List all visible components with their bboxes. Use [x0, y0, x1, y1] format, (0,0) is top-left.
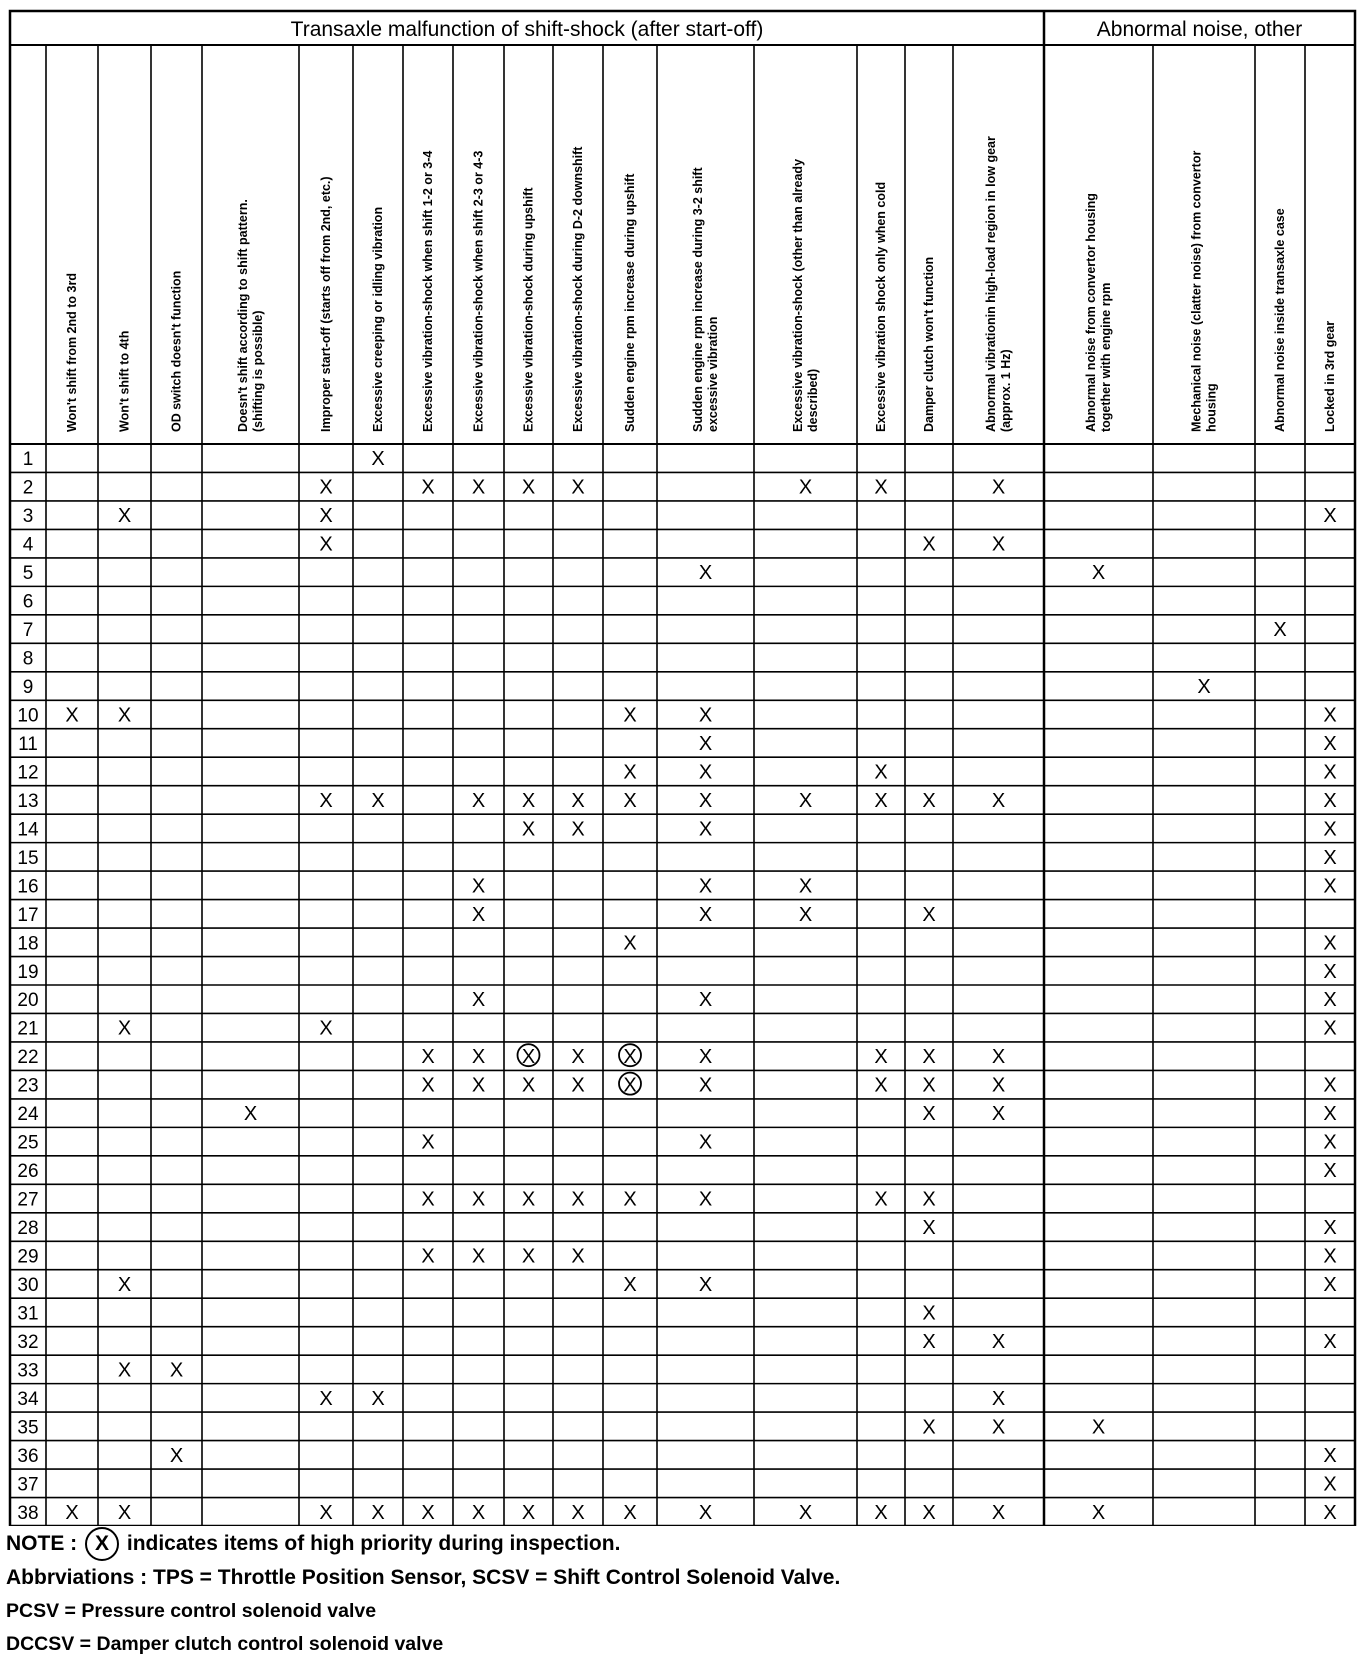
- row-number: 6: [22, 591, 34, 613]
- cell-mark: X: [698, 989, 713, 1012]
- row-number: 5: [22, 563, 34, 585]
- column-header-line: housing: [1204, 383, 1219, 432]
- cell-mark: X: [698, 704, 713, 727]
- cell-mark: X: [421, 1245, 435, 1268]
- cell-mark: X: [1091, 562, 1106, 585]
- row-number: 10: [17, 705, 39, 727]
- cell-mark: X: [421, 1501, 435, 1524]
- cell-mark: X: [874, 476, 888, 499]
- cell-mark: X: [319, 533, 333, 556]
- priority-symbol: X: [95, 1532, 110, 1556]
- cell-mark: X: [922, 903, 936, 926]
- cell-mark: X: [922, 533, 936, 556]
- column-header: [1323, 321, 1337, 432]
- cell-mark: X: [1323, 1103, 1337, 1126]
- column-header-line: Doesn't shift according to shift pattern.: [236, 199, 250, 432]
- column-header: [1084, 193, 1113, 432]
- row-number: 33: [17, 1360, 39, 1382]
- row-number: 16: [17, 876, 39, 898]
- cell-mark: X: [991, 1103, 1006, 1126]
- row-number: 38: [17, 1502, 39, 1524]
- row-number: 2: [22, 477, 34, 499]
- row-number: 29: [17, 1246, 39, 1268]
- cell-mark: X: [1323, 761, 1337, 784]
- column-header: [1273, 208, 1287, 432]
- column-header-line: Sudden engine rpm increase during upshift: [623, 173, 637, 432]
- cell-mark: X: [319, 476, 333, 499]
- column-header-line: Excessive vibration-shock when shift 2-3 or 4-3: [471, 150, 486, 432]
- column-header-line: Locked in 3rd gear: [1323, 320, 1337, 432]
- row-number: 15: [17, 847, 39, 869]
- cell-mark: X: [319, 789, 333, 812]
- cell-mark: X: [1323, 1074, 1337, 1097]
- cell-mark: X: [521, 1074, 536, 1097]
- cell-mark: X: [471, 1188, 486, 1211]
- column-header: [118, 331, 132, 432]
- cell-mark: X: [471, 476, 486, 499]
- column-header: [623, 173, 637, 432]
- cell-mark: X: [698, 1273, 713, 1296]
- cell-mark: X: [1323, 846, 1337, 869]
- cell-mark: X: [471, 1074, 486, 1097]
- cell-mark: X: [117, 505, 132, 528]
- cell-mark: X: [571, 476, 585, 499]
- cell-mark: X: [1323, 989, 1337, 1012]
- cell-mark: X: [371, 448, 385, 471]
- cell-mark: X: [922, 789, 936, 812]
- cell-mark: X: [922, 1074, 936, 1097]
- row-number: 4: [22, 534, 34, 556]
- column-header: [421, 151, 435, 432]
- cell-mark: X: [874, 1046, 888, 1069]
- cell-mark: X: [371, 1387, 385, 1410]
- column-header: [236, 199, 265, 432]
- cell-mark: X: [1323, 1217, 1337, 1240]
- cell-mark: X: [571, 1188, 585, 1211]
- cell-mark: X: [1323, 1273, 1337, 1296]
- cell-mark: X: [1323, 818, 1337, 841]
- cell-mark: X: [1323, 1160, 1337, 1183]
- row-number: 7: [22, 620, 34, 642]
- cell-mark: X: [1323, 875, 1337, 898]
- cell-mark: X: [991, 1330, 1006, 1353]
- cell-mark: X: [698, 1501, 713, 1524]
- cell-mark: X: [698, 761, 713, 784]
- column-header: [1190, 151, 1219, 432]
- column-header-line: Excessive vibration shock only when cold: [874, 181, 888, 432]
- cell-mark: X: [421, 1046, 435, 1069]
- cell-mark: X: [1323, 1444, 1337, 1467]
- cell-mark: X: [1091, 1416, 1106, 1439]
- cell-mark: X: [991, 1387, 1006, 1410]
- cell-mark: X: [698, 1131, 713, 1154]
- cell-mark: X: [991, 1046, 1006, 1069]
- cell-mark: X: [1323, 1473, 1337, 1496]
- cell-mark: X: [798, 476, 813, 499]
- row-number: 37: [17, 1474, 39, 1496]
- cell-mark: X: [117, 1359, 132, 1382]
- column-header-line: Sudden engine rpm increase during 3-2 shift: [691, 167, 705, 432]
- column-header: [922, 257, 936, 432]
- cell-mark: X: [521, 1046, 536, 1069]
- cell-mark: X: [571, 1046, 585, 1069]
- cell-mark: X: [991, 1074, 1006, 1097]
- cell-mark: X: [1323, 1131, 1337, 1154]
- cell-mark: X: [874, 761, 888, 784]
- cell-mark: X: [471, 989, 486, 1012]
- cell-mark: X: [471, 1046, 486, 1069]
- cell-mark: X: [571, 1074, 585, 1097]
- cell-mark: X: [421, 1074, 435, 1097]
- column-header: [170, 271, 184, 432]
- cell-mark: X: [874, 1501, 888, 1524]
- row-number: 36: [17, 1445, 39, 1467]
- column-header: [984, 136, 1013, 432]
- cell-mark: X: [471, 1501, 486, 1524]
- column-header-line: Excessive vibration-shock during upshift: [521, 187, 536, 432]
- cell-mark: X: [243, 1103, 258, 1126]
- column-header: [319, 176, 333, 432]
- cell-mark: X: [117, 1273, 132, 1296]
- cell-mark: X: [623, 1273, 637, 1296]
- cell-mark: X: [521, 818, 536, 841]
- column-header-line: Improper start-off (starts off from 2nd, etc.): [319, 176, 333, 432]
- cell-mark: X: [471, 903, 486, 926]
- cell-mark: X: [571, 818, 585, 841]
- cell-mark: X: [65, 1501, 79, 1524]
- column-header-line: Excessive vibration-shock during D-2 downshift: [571, 146, 585, 432]
- cell-mark: X: [798, 903, 813, 926]
- cell-mark: X: [371, 1501, 385, 1524]
- cell-mark: X: [1323, 932, 1337, 955]
- row-number: 17: [17, 904, 39, 926]
- row-number: 35: [17, 1417, 39, 1439]
- cell-mark: X: [991, 533, 1006, 556]
- column-header-line: Abnormal noise inside transaxle case: [1273, 208, 1287, 432]
- column-header: [571, 146, 585, 432]
- row-number: 34: [17, 1388, 39, 1410]
- cell-mark: X: [169, 1359, 184, 1382]
- cell-mark: X: [698, 1074, 713, 1097]
- row-number: 8: [22, 648, 34, 670]
- cell-mark: X: [623, 1188, 637, 1211]
- cell-mark: X: [421, 476, 435, 499]
- row-number: 27: [17, 1189, 39, 1211]
- column-header-line: Won't shift from 2nd to 3rd: [65, 273, 79, 432]
- cell-mark: X: [371, 789, 385, 812]
- cell-mark: X: [319, 505, 333, 528]
- abbreviations-line: Abbrviations : TPS = Throttle Position Sensor, SCSV = Shift Control Solenoid Valve.: [6, 1566, 841, 1590]
- row-number: 31: [17, 1303, 39, 1325]
- cell-mark: X: [623, 704, 637, 727]
- cell-mark: X: [521, 1245, 536, 1268]
- row-number: 28: [17, 1218, 39, 1240]
- cell-mark: X: [319, 1387, 333, 1410]
- cell-mark: X: [874, 1188, 888, 1211]
- cell-mark: X: [922, 1416, 936, 1439]
- group-header-shift-shock: Transaxle malfunction of shift-shock (after start-off): [290, 18, 764, 41]
- cell-mark: X: [623, 761, 637, 784]
- column-header-line: described): [806, 368, 820, 432]
- cell-mark: X: [1323, 1017, 1337, 1040]
- column-header-line: Excessive vibration-shock when shift 1-2 or 3-4: [421, 150, 435, 432]
- notes-section: [6, 1527, 1346, 1661]
- cell-mark: X: [471, 875, 486, 898]
- cell-mark: X: [922, 1103, 936, 1126]
- cell-mark: X: [874, 789, 888, 812]
- cell-mark: X: [698, 875, 713, 898]
- column-header-line: excessive vibration: [706, 316, 720, 432]
- column-header: [522, 187, 536, 432]
- column-header-line: Damper clutch won't function: [922, 256, 936, 432]
- cell-mark: X: [922, 1501, 936, 1524]
- cell-mark: X: [521, 1188, 536, 1211]
- row-number: 25: [17, 1132, 39, 1154]
- cell-mark: X: [991, 1416, 1006, 1439]
- cell-mark: X: [1197, 676, 1211, 699]
- cell-mark: X: [798, 1501, 813, 1524]
- cell-mark: X: [698, 1188, 713, 1211]
- row-number: 11: [18, 733, 38, 755]
- column-header: [691, 167, 720, 432]
- cell-mark: X: [1091, 1501, 1106, 1524]
- cell-mark: X: [1323, 704, 1337, 727]
- cell-mark: X: [1323, 732, 1337, 755]
- column-header-line: together with engine rpm: [1099, 282, 1113, 432]
- column-header-line: (approx. 1 Hz): [999, 349, 1013, 432]
- cell-mark: X: [991, 1501, 1006, 1524]
- cell-mark: X: [169, 1444, 184, 1467]
- group-header-noise-other: Abnormal noise, other: [1096, 18, 1303, 41]
- cell-mark: X: [521, 789, 536, 812]
- column-header-line: Excessive vibration-shock (other than already: [791, 158, 805, 432]
- cell-mark: X: [571, 1245, 585, 1268]
- cell-mark: X: [1323, 1245, 1337, 1268]
- cell-mark: X: [698, 732, 713, 755]
- cell-mark: X: [698, 1046, 713, 1069]
- cell-mark: X: [65, 704, 79, 727]
- cell-mark: X: [991, 789, 1006, 812]
- cell-mark: X: [421, 1188, 435, 1211]
- row-number: 3: [22, 506, 34, 528]
- row-number: 26: [17, 1161, 39, 1183]
- column-header: [65, 273, 79, 432]
- cell-mark: X: [571, 1501, 585, 1524]
- cell-mark: X: [117, 1501, 132, 1524]
- cell-mark: X: [922, 1217, 936, 1240]
- column-header-line: OD switch doesn't function: [169, 270, 184, 432]
- cell-mark: X: [1323, 1330, 1337, 1353]
- column-header: [371, 207, 385, 432]
- row-number: 21: [17, 1018, 39, 1040]
- column-header-line: Mechanical noise (clatter noise) from convertor: [1189, 150, 1204, 432]
- row-number: 20: [17, 990, 39, 1012]
- cell-mark: X: [521, 476, 536, 499]
- row-number: 12: [17, 762, 39, 784]
- cell-mark: X: [117, 704, 132, 727]
- row-number: 24: [17, 1104, 39, 1126]
- row-number: 1: [22, 449, 34, 471]
- cell-mark: X: [623, 1501, 637, 1524]
- cell-mark: X: [521, 1501, 536, 1524]
- row-number: 9: [22, 677, 34, 699]
- column-header-line: (shifting is possible): [251, 310, 265, 432]
- note-label: NOTE :: [6, 1532, 78, 1555]
- cell-mark: X: [319, 1501, 333, 1524]
- priority-circle-icon: [85, 1527, 119, 1561]
- cell-mark: X: [798, 875, 813, 898]
- cell-mark: X: [471, 789, 486, 812]
- cell-mark: X: [991, 476, 1006, 499]
- cell-mark: X: [319, 1017, 333, 1040]
- cell-mark: X: [1323, 1501, 1337, 1524]
- row-number: 14: [17, 819, 39, 841]
- cell-mark: X: [922, 1046, 936, 1069]
- cell-mark: X: [1323, 789, 1337, 812]
- cell-mark: X: [922, 1302, 936, 1325]
- row-number: 13: [17, 790, 39, 812]
- note-text: indicates items of high priority during inspection.: [126, 1532, 621, 1555]
- cell-mark: X: [623, 932, 637, 955]
- pcsv-definition: PCSV = Pressure control solenoid valve: [6, 1600, 377, 1623]
- column-header: [791, 159, 820, 432]
- row-number: 23: [17, 1075, 39, 1097]
- cell-mark: X: [623, 1074, 637, 1097]
- column-header: [472, 151, 486, 432]
- cell-mark: X: [798, 789, 813, 812]
- dccsv-definition: DCCSV = Damper clutch control solenoid valve: [6, 1633, 444, 1656]
- cell-mark: X: [922, 1330, 936, 1353]
- row-number: 22: [17, 1047, 39, 1069]
- row-number: 30: [17, 1274, 39, 1296]
- cell-mark: X: [623, 1046, 637, 1069]
- column-header: [874, 182, 888, 432]
- column-header-line: Abnormal noise from convertor housing: [1084, 193, 1098, 432]
- cell-mark: X: [623, 789, 637, 812]
- cell-mark: X: [922, 1188, 936, 1211]
- cell-mark: X: [1323, 505, 1337, 528]
- cell-mark: X: [471, 1245, 486, 1268]
- column-header-line: Won't shift to 4th: [117, 330, 132, 432]
- column-header-line: Abnormal vibrationin high-load region in low gear: [984, 136, 998, 432]
- row-number: 19: [17, 961, 39, 983]
- row-number: 32: [17, 1331, 39, 1353]
- cell-mark: X: [421, 1131, 435, 1154]
- cell-mark: X: [698, 562, 713, 585]
- cell-mark: X: [698, 818, 713, 841]
- cell-mark: X: [1323, 960, 1337, 983]
- cell-mark: X: [117, 1017, 132, 1040]
- column-header-line: Excessive creeping or idling vibration: [371, 206, 385, 432]
- cell-mark: X: [571, 789, 585, 812]
- cell-mark: X: [1273, 619, 1287, 642]
- row-number: 18: [17, 933, 39, 955]
- priority-note: [6, 1527, 1346, 1561]
- cell-mark: X: [698, 789, 713, 812]
- cell-mark: X: [698, 903, 713, 926]
- cell-mark: X: [874, 1074, 888, 1097]
